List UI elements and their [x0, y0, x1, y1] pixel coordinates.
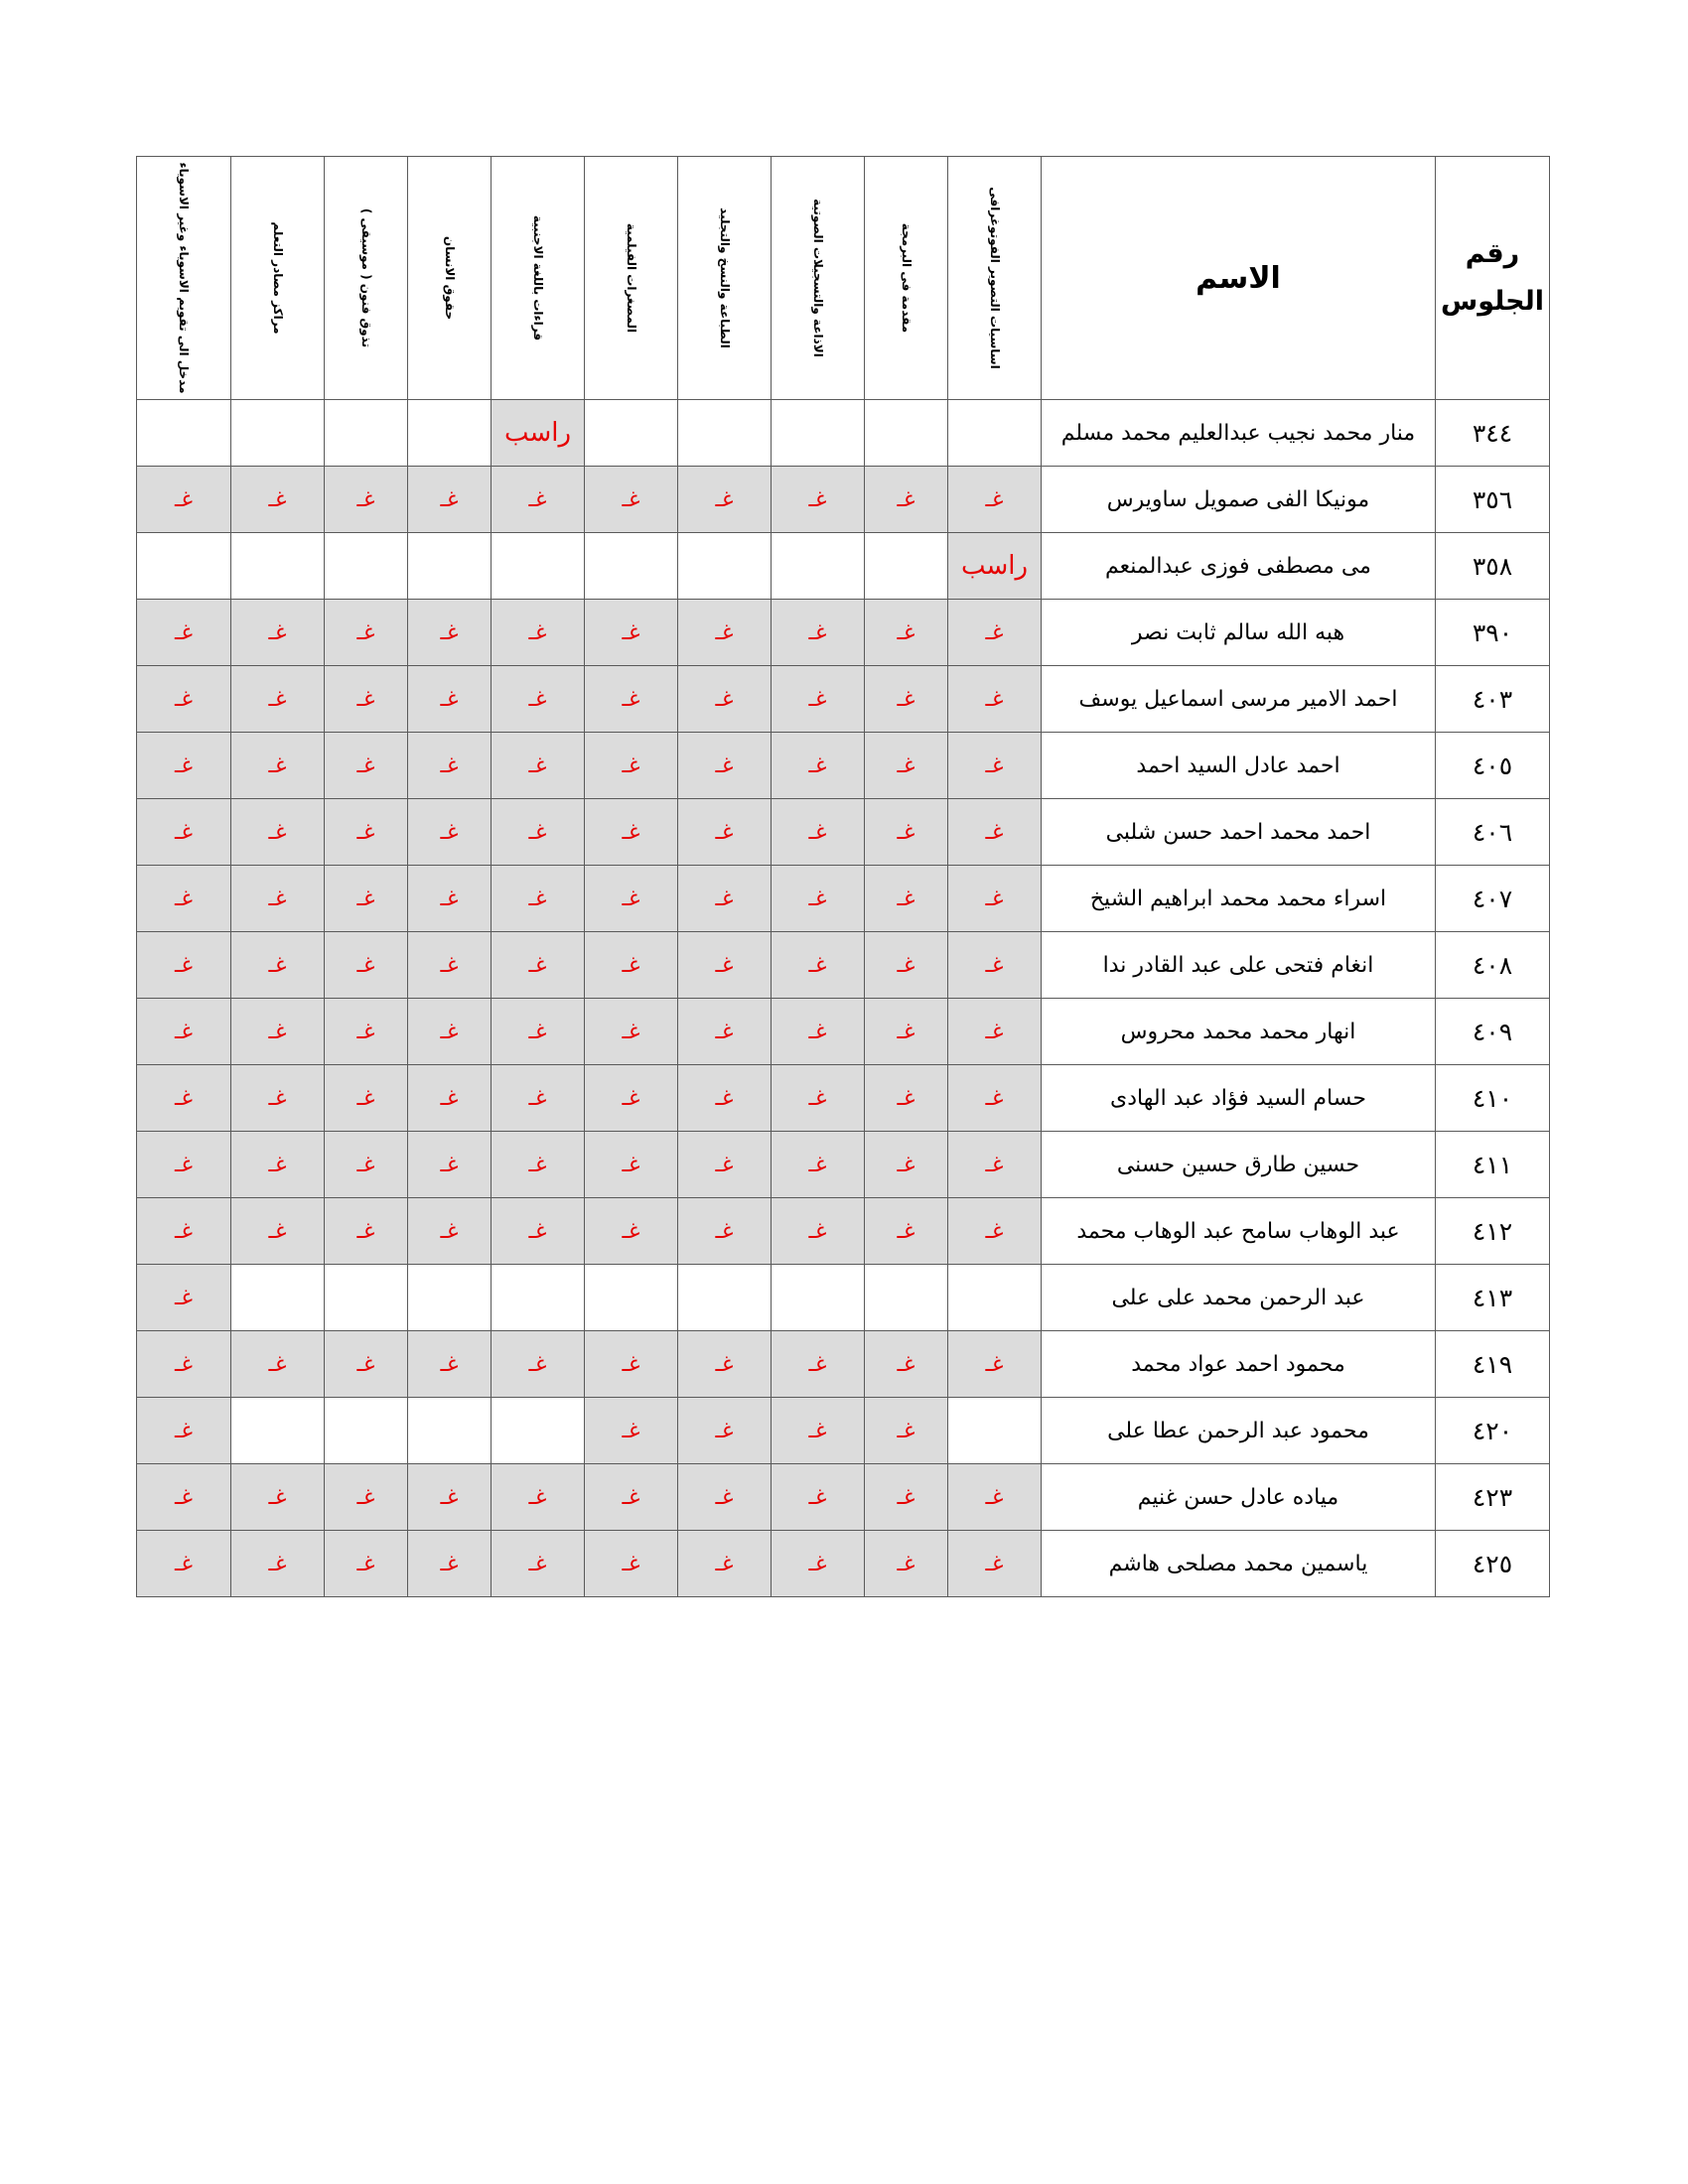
- mark-cell: [231, 400, 325, 467]
- seat-number-cell: ٤٢٥: [1436, 1531, 1550, 1597]
- mark-cell: [325, 400, 408, 467]
- mark-cell: غـ: [492, 733, 585, 799]
- mark-cell: غـ: [492, 1198, 585, 1265]
- mark-cell: غـ: [678, 733, 772, 799]
- mark-cell: غـ: [492, 1464, 585, 1531]
- mark-cell: غـ: [948, 467, 1042, 533]
- seat-number-cell: ٤١٠: [1436, 1065, 1550, 1132]
- mark-cell: غـ: [585, 799, 678, 866]
- seat-number-cell: ٤٢٣: [1436, 1464, 1550, 1531]
- mark-cell: غـ: [865, 1331, 948, 1398]
- mark-cell: غـ: [678, 1531, 772, 1597]
- mark-cell: غـ: [408, 666, 492, 733]
- table-row: [137, 999, 1550, 1065]
- subject-header-human-rights: [408, 157, 492, 400]
- mark-cell: غـ: [325, 866, 408, 932]
- mark-cell: غـ: [865, 866, 948, 932]
- seat-number-cell: ٤٠٨: [1436, 932, 1550, 999]
- seat-number-cell: ٤٠٧: [1436, 866, 1550, 932]
- mark-cell: غـ: [948, 1065, 1042, 1132]
- table-row: [137, 600, 1550, 666]
- mark-cell: غـ: [585, 467, 678, 533]
- mark-cell: [772, 400, 865, 467]
- table-row: [137, 467, 1550, 533]
- mark-cell: [585, 400, 678, 467]
- mark-cell: غـ: [492, 666, 585, 733]
- table-row: [137, 1065, 1550, 1132]
- mark-cell: غـ: [137, 1198, 231, 1265]
- subject-header-label: اساسيات التصوير الفوتوغرافى: [987, 187, 1002, 369]
- mark-cell: غـ: [325, 1132, 408, 1198]
- mark-cell: غـ: [325, 999, 408, 1065]
- table-row: [137, 866, 1550, 932]
- mark-cell: غـ: [231, 1464, 325, 1531]
- mark-cell: [408, 1398, 492, 1464]
- mark-cell: غـ: [325, 1464, 408, 1531]
- mark-cell: غـ: [231, 866, 325, 932]
- mark-cell: غـ: [678, 1065, 772, 1132]
- subject-header-label: حقوق الانسان: [442, 235, 457, 321]
- mark-cell: غـ: [231, 600, 325, 666]
- subject-header-label: قراءات باللغة الاجنبية: [530, 214, 545, 341]
- seat-number-cell: ٣٥٨: [1436, 533, 1550, 600]
- mark-cell: غـ: [408, 799, 492, 866]
- mark-cell: غـ: [948, 866, 1042, 932]
- mark-cell: غـ: [772, 1198, 865, 1265]
- mark-cell: غـ: [772, 1464, 865, 1531]
- mark-cell: [325, 1398, 408, 1464]
- subject-header-label: مراكز مصادر التعلم: [270, 221, 285, 335]
- seat-number-cell: ٤٠٦: [1436, 799, 1550, 866]
- mark-cell: غـ: [585, 1331, 678, 1398]
- subject-header-label: تذوق فنون ( موسيقى ): [358, 207, 373, 348]
- mark-cell: غـ: [865, 733, 948, 799]
- mark-cell: غـ: [772, 600, 865, 666]
- mark-cell: غـ: [865, 1464, 948, 1531]
- mark-cell: غـ: [772, 999, 865, 1065]
- mark-cell: غـ: [492, 1132, 585, 1198]
- mark-cell: غـ: [948, 1331, 1042, 1398]
- mark-cell: غـ: [137, 1132, 231, 1198]
- mark-cell: غـ: [231, 999, 325, 1065]
- mark-cell: غـ: [948, 733, 1042, 799]
- mark-cell: غـ: [492, 1331, 585, 1398]
- mark-cell: [585, 1265, 678, 1331]
- mark-cell: غـ: [408, 1331, 492, 1398]
- mark-cell: غـ: [408, 866, 492, 932]
- mark-cell: غـ: [948, 999, 1042, 1065]
- mark-cell: غـ: [325, 1331, 408, 1398]
- subject-header-assessment: [137, 157, 231, 400]
- mark-cell: غـ: [492, 866, 585, 932]
- mark-cell: غـ: [678, 666, 772, 733]
- subject-header-learning-centers: [231, 157, 325, 400]
- mark-cell: [772, 533, 865, 600]
- mark-cell: غـ: [948, 799, 1042, 866]
- student-name-cell: مى مصطفى فوزى عبدالمنعم: [1042, 533, 1436, 600]
- mark-cell: غـ: [408, 600, 492, 666]
- mark-cell: غـ: [678, 1132, 772, 1198]
- mark-cell: غـ: [231, 1198, 325, 1265]
- mark-cell: غـ: [678, 866, 772, 932]
- seat-number-cell: ٣٩٠: [1436, 600, 1550, 666]
- mark-cell: غـ: [325, 932, 408, 999]
- seat-number-cell: ٤٠٣: [1436, 666, 1550, 733]
- mark-cell: غـ: [492, 999, 585, 1065]
- mark-cell: [325, 533, 408, 600]
- table-row: [137, 400, 1550, 467]
- mark-cell: غـ: [865, 1531, 948, 1597]
- mark-cell: غـ: [948, 1464, 1042, 1531]
- mark-cell: [678, 1265, 772, 1331]
- mark-cell: [231, 1398, 325, 1464]
- mark-cell: غـ: [325, 1065, 408, 1132]
- mark-cell: غـ: [678, 467, 772, 533]
- subject-header-photography: [948, 157, 1042, 400]
- table-row: [137, 666, 1550, 733]
- mark-cell: غـ: [585, 1531, 678, 1597]
- mark-cell: غـ: [585, 866, 678, 932]
- seat-number-cell: ٤٠٩: [1436, 999, 1550, 1065]
- mark-cell: غـ: [585, 1464, 678, 1531]
- mark-cell: غـ: [585, 600, 678, 666]
- mark-cell: غـ: [865, 799, 948, 866]
- mark-cell: غـ: [948, 1198, 1042, 1265]
- mark-cell: غـ: [865, 999, 948, 1065]
- mark-cell: غـ: [585, 932, 678, 999]
- mark-cell: غـ: [772, 467, 865, 533]
- mark-cell: غـ: [865, 1198, 948, 1265]
- name-header: الاسم: [1042, 157, 1436, 400]
- mark-cell: [408, 533, 492, 600]
- student-name-cell: محمود عبد الرحمن عطا على: [1042, 1398, 1436, 1464]
- student-name-cell: عبد الوهاب سامح عبد الوهاب محمد: [1042, 1198, 1436, 1265]
- mark-cell: [231, 1265, 325, 1331]
- seat-number-cell: ٣٤٤: [1436, 400, 1550, 467]
- mark-cell: غـ: [231, 1065, 325, 1132]
- mark-cell: غـ: [678, 1331, 772, 1398]
- mark-cell: غـ: [772, 1132, 865, 1198]
- seat-number-header: رقم الجلوس: [1436, 157, 1550, 400]
- mark-cell: غـ: [948, 1531, 1042, 1597]
- mark-cell: غـ: [231, 733, 325, 799]
- mark-cell: غـ: [137, 932, 231, 999]
- table-row: [137, 1464, 1550, 1531]
- mark-cell: [408, 1265, 492, 1331]
- student-name-cell: احمد عادل السيد احمد: [1042, 733, 1436, 799]
- mark-cell: غـ: [948, 600, 1042, 666]
- student-name-cell: هبه الله سالم ثابت نصر: [1042, 600, 1436, 666]
- mark-cell: غـ: [325, 799, 408, 866]
- mark-cell: غـ: [137, 1464, 231, 1531]
- mark-cell: غـ: [585, 1198, 678, 1265]
- mark-cell: غـ: [325, 600, 408, 666]
- table-row: [137, 799, 1550, 866]
- mark-cell: غـ: [678, 1464, 772, 1531]
- mark-cell: غـ: [772, 1398, 865, 1464]
- mark-cell: غـ: [678, 932, 772, 999]
- student-name-cell: انغام فتحى على عبد القادر ندا: [1042, 932, 1436, 999]
- seat-number-cell: ٤١٣: [1436, 1265, 1550, 1331]
- mark-cell: [865, 1265, 948, 1331]
- mark-cell: غـ: [325, 1198, 408, 1265]
- subject-header-music: [325, 157, 408, 400]
- mark-cell: غـ: [408, 1464, 492, 1531]
- mark-cell: غـ: [408, 467, 492, 533]
- mark-cell: [865, 400, 948, 467]
- subject-header-printing: [678, 157, 772, 400]
- mark-cell: غـ: [865, 666, 948, 733]
- mark-cell: غـ: [137, 799, 231, 866]
- mark-cell: [678, 400, 772, 467]
- mark-cell: [948, 400, 1042, 467]
- mark-cell: [325, 1265, 408, 1331]
- mark-cell: [137, 533, 231, 600]
- mark-cell: غـ: [772, 1331, 865, 1398]
- mark-cell: [231, 533, 325, 600]
- subject-header-label: الاذاعة والتسجيلات الصوتية: [810, 199, 825, 357]
- header-row: [137, 157, 1550, 400]
- mark-cell: غـ: [772, 932, 865, 999]
- mark-cell: غـ: [325, 733, 408, 799]
- mark-cell: غـ: [492, 1065, 585, 1132]
- student-name-cell: عبد الرحمن محمد على على: [1042, 1265, 1436, 1331]
- student-name-cell: محمود احمد عواد محمد: [1042, 1331, 1436, 1398]
- table-row: [137, 1132, 1550, 1198]
- mark-cell: غـ: [585, 1398, 678, 1464]
- seat-number-cell: ٤٢٠: [1436, 1398, 1550, 1464]
- mark-cell: غـ: [585, 999, 678, 1065]
- seat-number-cell: ٤٠٥: [1436, 733, 1550, 799]
- mark-cell: [948, 1265, 1042, 1331]
- mark-cell: غـ: [865, 932, 948, 999]
- student-name-cell: احمد محمد احمد حسن شلبى: [1042, 799, 1436, 866]
- subject-header-foreign-readings: [492, 157, 585, 400]
- mark-cell: غـ: [137, 666, 231, 733]
- mark-cell: غـ: [408, 999, 492, 1065]
- mark-cell: غـ: [678, 999, 772, 1065]
- mark-cell: [492, 1398, 585, 1464]
- mark-cell: غـ: [492, 600, 585, 666]
- mark-cell: غـ: [231, 932, 325, 999]
- mark-cell: غـ: [772, 1065, 865, 1132]
- seat-number-cell: ٤١٩: [1436, 1331, 1550, 1398]
- mark-cell: راسب: [948, 533, 1042, 600]
- mark-cell: غـ: [231, 1132, 325, 1198]
- mark-cell: [865, 533, 948, 600]
- mark-cell: غـ: [492, 467, 585, 533]
- mark-cell: غـ: [408, 932, 492, 999]
- mark-cell: غـ: [678, 600, 772, 666]
- subject-header-label: الطباعة والنسخ والتجليد: [717, 207, 732, 348]
- mark-cell: غـ: [678, 1198, 772, 1265]
- mark-cell: غـ: [137, 1265, 231, 1331]
- table-row: [137, 1198, 1550, 1265]
- mark-cell: غـ: [231, 1331, 325, 1398]
- student-name-cell: حسين طارق حسين حسنى: [1042, 1132, 1436, 1198]
- mark-cell: راسب: [492, 400, 585, 467]
- mark-cell: [948, 1398, 1042, 1464]
- table-row: [137, 733, 1550, 799]
- subject-header-programming: [865, 157, 948, 400]
- subject-header-label: مدخل الى تقويم الاسوياء وغير الاسوياء: [177, 162, 191, 394]
- student-name-cell: انهار محمد محمد محروس: [1042, 999, 1436, 1065]
- mark-cell: غـ: [865, 467, 948, 533]
- mark-cell: غـ: [231, 1531, 325, 1597]
- mark-cell: غـ: [772, 1531, 865, 1597]
- mark-cell: غـ: [772, 666, 865, 733]
- seat-number-cell: ٣٥٦: [1436, 467, 1550, 533]
- subject-header-label: مقدمة فى البرمجة: [899, 222, 914, 334]
- mark-cell: غـ: [325, 1531, 408, 1597]
- mark-cell: غـ: [772, 733, 865, 799]
- mark-cell: غـ: [137, 1331, 231, 1398]
- mark-cell: [585, 533, 678, 600]
- student-name-cell: اسراء محمد محمد ابراهيم الشيخ: [1042, 866, 1436, 932]
- mark-cell: غـ: [492, 799, 585, 866]
- student-name-cell: مونيكا الفى صمويل ساويرس: [1042, 467, 1436, 533]
- results-table: [136, 156, 1550, 1597]
- mark-cell: غـ: [492, 1531, 585, 1597]
- table-row: [137, 533, 1550, 600]
- mark-cell: غـ: [678, 799, 772, 866]
- table-row: [137, 1265, 1550, 1331]
- mark-cell: غـ: [585, 1065, 678, 1132]
- mark-cell: غـ: [585, 1132, 678, 1198]
- mark-cell: غـ: [865, 1398, 948, 1464]
- subject-header-microfilm: [585, 157, 678, 400]
- mark-cell: غـ: [585, 666, 678, 733]
- mark-cell: غـ: [408, 1531, 492, 1597]
- mark-cell: غـ: [325, 666, 408, 733]
- mark-cell: غـ: [492, 932, 585, 999]
- mark-cell: غـ: [137, 1065, 231, 1132]
- student-name-cell: مياده عادل حسن غنيم: [1042, 1464, 1436, 1531]
- mark-cell: غـ: [408, 733, 492, 799]
- mark-cell: غـ: [865, 1132, 948, 1198]
- mark-cell: غـ: [231, 666, 325, 733]
- student-name-cell: ياسمين محمد مصلحى هاشم: [1042, 1531, 1436, 1597]
- mark-cell: [408, 400, 492, 467]
- mark-cell: غـ: [325, 467, 408, 533]
- mark-cell: [137, 400, 231, 467]
- mark-cell: [772, 1265, 865, 1331]
- subject-header-label: المصغرات الفيلمية: [624, 222, 638, 334]
- seat-number-cell: ٤١٢: [1436, 1198, 1550, 1265]
- table-row: [137, 932, 1550, 999]
- mark-cell: غـ: [948, 932, 1042, 999]
- mark-cell: غـ: [137, 600, 231, 666]
- mark-cell: غـ: [137, 733, 231, 799]
- mark-cell: غـ: [137, 866, 231, 932]
- mark-cell: غـ: [865, 1065, 948, 1132]
- student-name-cell: احمد الامير مرسى اسماعيل يوسف: [1042, 666, 1436, 733]
- student-name-cell: منار محمد نجيب عبدالعليم محمد مسلم: [1042, 400, 1436, 467]
- mark-cell: غـ: [948, 666, 1042, 733]
- table-row: [137, 1398, 1550, 1464]
- mark-cell: غـ: [231, 799, 325, 866]
- mark-cell: غـ: [408, 1132, 492, 1198]
- mark-cell: غـ: [408, 1198, 492, 1265]
- results-body: [137, 400, 1550, 1597]
- mark-cell: [492, 533, 585, 600]
- table-row: [137, 1331, 1550, 1398]
- mark-cell: غـ: [772, 866, 865, 932]
- seat-number-cell: ٤١١: [1436, 1132, 1550, 1198]
- mark-cell: [492, 1265, 585, 1331]
- mark-cell: غـ: [137, 999, 231, 1065]
- subject-header-broadcasting: [772, 157, 865, 400]
- mark-cell: غـ: [772, 799, 865, 866]
- mark-cell: غـ: [231, 467, 325, 533]
- mark-cell: [678, 533, 772, 600]
- mark-cell: غـ: [585, 733, 678, 799]
- student-name-cell: حسام السيد فؤاد عبد الهادى: [1042, 1065, 1436, 1132]
- mark-cell: غـ: [678, 1398, 772, 1464]
- mark-cell: غـ: [865, 600, 948, 666]
- mark-cell: غـ: [948, 1132, 1042, 1198]
- table-row: [137, 1531, 1550, 1597]
- mark-cell: غـ: [137, 1531, 231, 1597]
- mark-cell: غـ: [137, 467, 231, 533]
- mark-cell: غـ: [137, 1398, 231, 1464]
- mark-cell: غـ: [408, 1065, 492, 1132]
